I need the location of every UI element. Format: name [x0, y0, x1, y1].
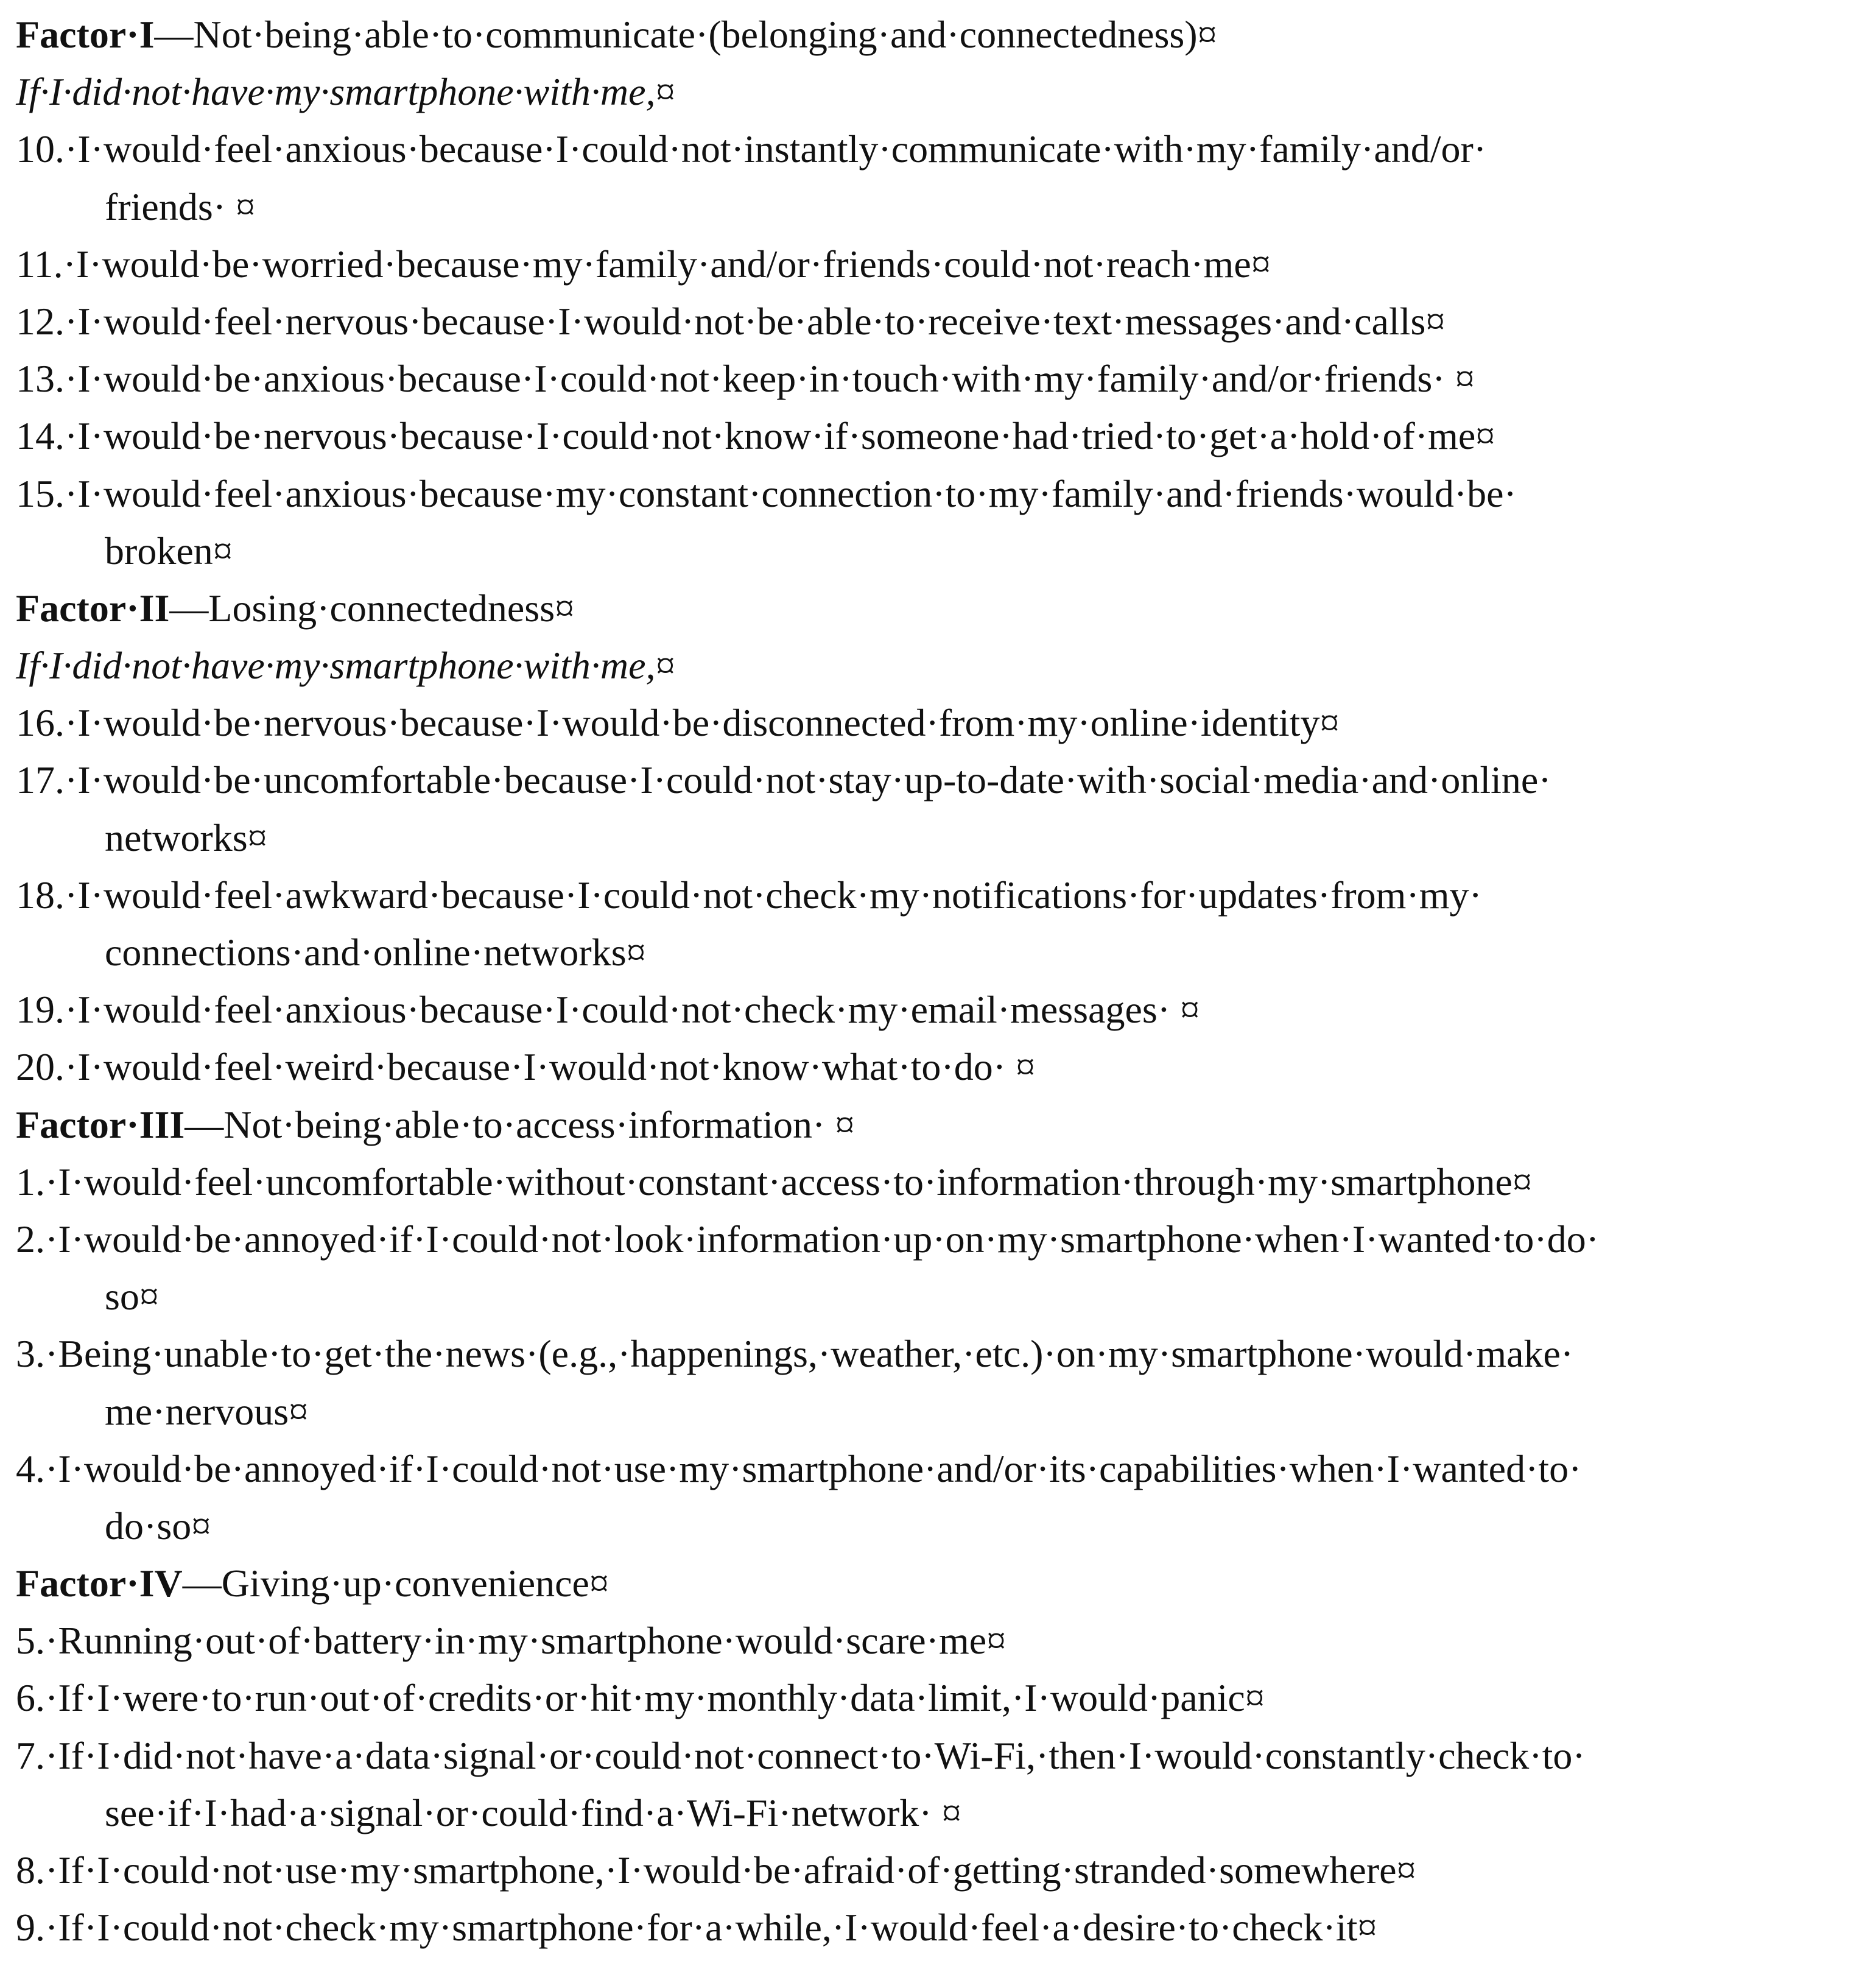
item-line: 16.·I·would·be·nervous·because·I·would·be·disconnected·from·my·online·identity¤ [16, 701, 1340, 745]
factor-label: Factor·I [16, 13, 155, 56]
item-line: 8.·If·I·could·not·use·my·smartphone,·I·would·be·afraid·of·getting·stranded·somewhere¤ [16, 1848, 1416, 1892]
item-line: 5.·Running·out·of·battery·in·my·smartphone·would·scare·me¤ [16, 1619, 1007, 1663]
factor-label: Factor·II [16, 586, 170, 630]
factor-title: —Not·being·able·to·communicate·(belonging·and·connectedness)¤ [154, 13, 1217, 56]
item-line: 19.·I·would·feel·anxious·because·I·could·not·check·my·email·messages· ¤ [16, 988, 1200, 1032]
factor-intro: If·I·did·not·have·my·smartphone·with·me,¤ [16, 70, 675, 114]
factor-title: —Giving·up·convenience¤ [182, 1562, 609, 1605]
item-line: 18.·I·would·feel·awkward·because·I·could·not·check·my·notifications·for·updates·from·my· [16, 873, 1482, 917]
item-line: 3.·Being·unable·to·get·the·news·(e.g.,·happenings,·weather,·etc.)·on·my·smartphone·would·make· [16, 1332, 1574, 1376]
factor-heading [16, 1555, 1867, 1612]
item-continuation-line: so¤ [105, 1275, 159, 1319]
item-line: 9.·If·I·could·not·check·my·smartphone·for·a·while,·I·would·feel·a·desire·to·check·it¤ [16, 1906, 1377, 1950]
item-line: 15.·I·would·feel·anxious·because·my·constant·connection·to·my·family·and·friends·would·be· [16, 471, 1517, 515]
item-continuation-line: friends· ¤ [105, 185, 256, 228]
item-continuation-line: connections·and·online·networks¤ [105, 931, 646, 974]
item-line: 12.·I·would·feel·nervous·because·I·would·not·be·able·to·receive·text·messages·and·calls¤ [16, 299, 1446, 343]
factor-intro: If·I·did·not·have·my·smartphone·with·me,¤ [16, 644, 675, 688]
item-continuation-line: see·if·I·had·a·signal·or·could·find·a·Wi-Fi·network· ¤ [105, 1791, 961, 1834]
item-continuation-line: networks¤ [105, 816, 267, 859]
item-line: 2.·I·would·be·annoyed·if·I·could·not·look·information·up·on·my·smartphone·when·I·wanted·to·do· [16, 1217, 1599, 1261]
item-line: 1.·I·would·feel·uncomfortable·without·constant·access·to·information·through·my·smartphone¤ [16, 1160, 1532, 1203]
item-line: 14.·I·would·be·nervous·because·I·could·not·know·if·someone·had·tried·to·get·a·hold·of·me¤ [16, 414, 1495, 458]
item-line: 4.·I·would·be·annoyed·if·I·could·not·use·my·smartphone·and/or·its·capabilities·when·I·wanted·to· [16, 1446, 1582, 1490]
item-line: 11.·I·would·be·worried·because·my·family·and/or·friends·could·not·reach·me¤ [16, 242, 1271, 286]
item-continuation-line: do·so¤ [105, 1504, 211, 1548]
factor-label: Factor·IV [16, 1562, 183, 1605]
item-line: 7.·If·I·did·not·have·a·data·signal·or·could·not·connect·to·Wi-Fi,·then·I·would·constantly·check·to· [16, 1733, 1586, 1777]
item-continuation-line: me·nervous¤ [105, 1389, 309, 1433]
factor-title: —Losing·connectedness¤ [169, 586, 575, 630]
questionnaire-document [16, 6, 1867, 1956]
item-line: 6.·If·I·were·to·run·out·of·credits·or·hit·my·monthly·data·limit,·I·would·panic¤ [16, 1676, 1265, 1720]
factor-heading [16, 6, 1867, 63]
item-line: 20.·I·would·feel·weird·because·I·would·not·know·what·to·do· ¤ [16, 1045, 1036, 1089]
factor-heading [16, 580, 1867, 637]
item-continuation-line: broken¤ [105, 529, 233, 573]
factor-heading [16, 1096, 1867, 1154]
item-line: 10.·I·would·feel·anxious·because·I·could·not·instantly·communicate·with·my·family·and/or· [16, 127, 1487, 171]
factor-title: —Not·being·able·to·access·information· ¤ [184, 1102, 855, 1146]
item-line: 17.·I·would·be·uncomfortable·because·I·could·not·stay·up-to-date·with·social·media·and·online· [16, 758, 1551, 802]
item-line: 13.·I·would·be·anxious·because·I·could·not·keep·in·touch·with·my·family·and/or·friends· ¤ [16, 357, 1475, 401]
factor-label: Factor·III [16, 1102, 185, 1146]
